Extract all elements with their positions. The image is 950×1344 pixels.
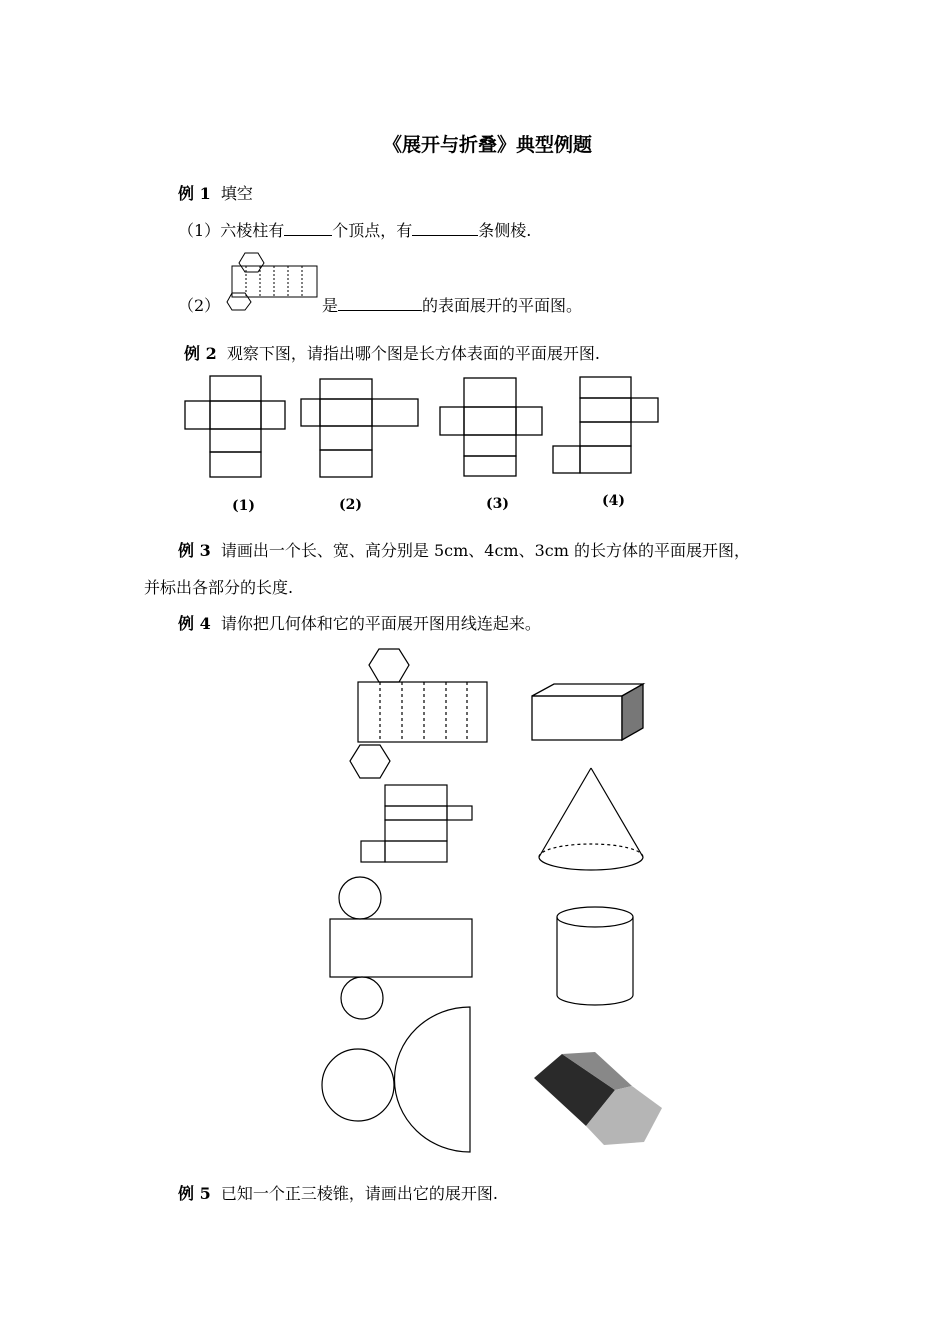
net-2 (301, 379, 418, 477)
example-3-line-2: 并标出各部分的长度. (144, 578, 294, 597)
example-3-text-1: 请画出一个长、宽、高分别是 5cm、4cm、3cm 的长方体的平面展开图， (220, 541, 751, 560)
cone-solid (539, 768, 643, 870)
example-1-question-2-number: （2） (178, 296, 221, 315)
cone-net (322, 1007, 470, 1152)
example-1-text: 填空 (220, 184, 253, 203)
example-1-label: 例 1 (178, 184, 211, 203)
example-1-question-2 (322, 293, 582, 316)
cuboid-net (361, 785, 472, 862)
cuboid-solid (532, 684, 643, 740)
example-4-solids (520, 660, 680, 1150)
q1-blank-vertices[interactable] (284, 221, 332, 236)
hexagonal-prism-net-small (226, 250, 322, 312)
figure-label-2: (2) (339, 497, 362, 513)
q1-part-c: 条侧棱. (478, 221, 532, 240)
example-5-text: 已知一个正三棱锥，请画出它的展开图. (220, 1184, 498, 1203)
q1-part-a: 六棱柱有 (220, 221, 285, 240)
hexagonal-prism-solid (534, 1052, 662, 1145)
example-2-heading (184, 341, 600, 364)
example-4-label: 例 4 (178, 614, 211, 633)
example-2-text: 观察下图，请指出哪个图是长方体表面的平面展开图. (226, 344, 600, 363)
q1-part-b: 个顶点，有 (332, 221, 413, 240)
q2-blank-solid[interactable] (338, 296, 422, 311)
example-4-heading (178, 611, 541, 634)
page-title: 《展开与折叠》典型例题 (383, 134, 593, 156)
example-3-line-1 (178, 538, 750, 561)
q2-part-b: 的表面展开的平面图。 (422, 296, 583, 315)
example-1-heading (178, 181, 253, 204)
example-4-text: 请你把几何体和它的平面展开图用线连起来。 (220, 614, 541, 633)
hexagonal-prism-net (350, 649, 487, 778)
example-2-label: 例 2 (184, 344, 217, 363)
cylinder-net (330, 877, 472, 1019)
figure-label-3: (3) (486, 496, 509, 512)
example-1-question-1 (178, 218, 531, 241)
example-5-label: 例 5 (178, 1184, 211, 1203)
net-3 (440, 378, 542, 476)
q1-number: （1） (178, 221, 221, 240)
example-4-nets (320, 645, 500, 1157)
figure-label-1: (1) (232, 498, 255, 514)
net-1 (185, 376, 285, 477)
net-4 (553, 377, 658, 473)
cylinder-solid (557, 907, 633, 1005)
q1-blank-edges[interactable] (412, 221, 478, 236)
example-3-label: 例 3 (178, 541, 211, 560)
example-5-heading (178, 1181, 498, 1204)
figure-label-4: (4) (602, 493, 625, 509)
q2-part-a: 是 (322, 296, 339, 315)
